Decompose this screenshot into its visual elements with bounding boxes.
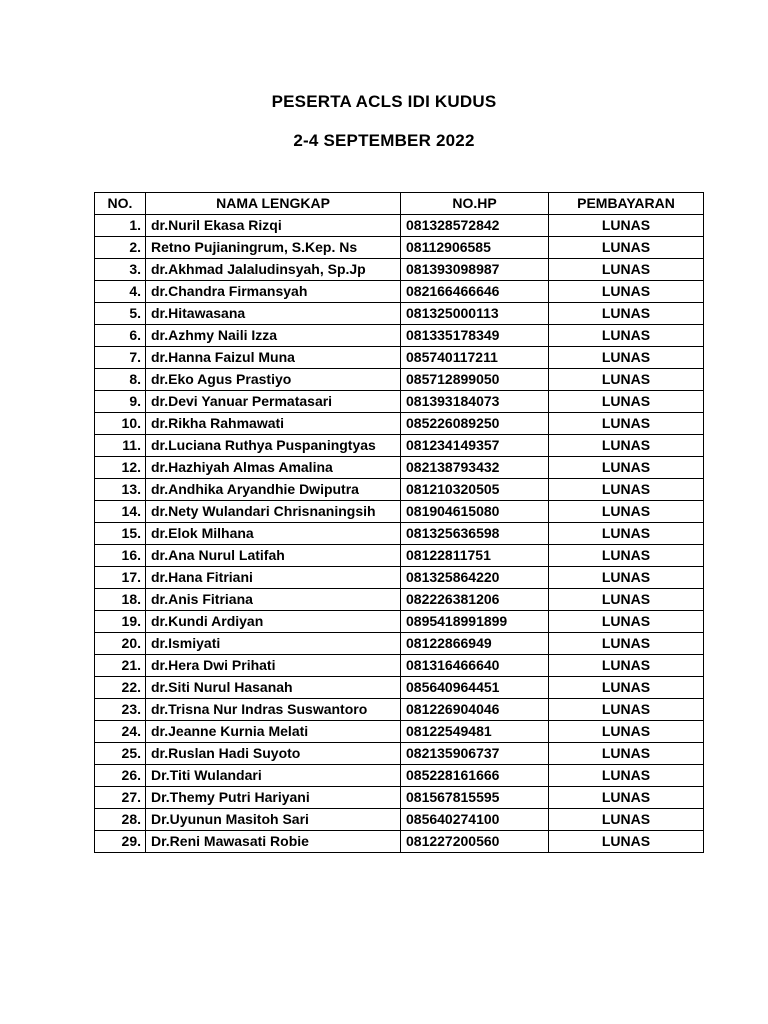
phone-number: 085740117211: [401, 347, 549, 369]
phone-number: 081325000113: [401, 303, 549, 325]
table-row: [95, 369, 704, 391]
row-number: 16.: [95, 545, 146, 567]
participant-name: dr.Hera Dwi Prihati: [146, 655, 401, 677]
table-row: [95, 589, 704, 611]
payment-status: LUNAS: [549, 831, 704, 853]
participant-name: dr.Devi Yanuar Permatasari: [146, 391, 401, 413]
row-number: 14.: [95, 501, 146, 523]
table-row: [95, 611, 704, 633]
row-number: 18.: [95, 589, 146, 611]
row-number: 17.: [95, 567, 146, 589]
payment-status: LUNAS: [549, 479, 704, 501]
phone-number: 085712899050: [401, 369, 549, 391]
header-phone: NO.HP: [401, 193, 549, 215]
payment-status: LUNAS: [549, 589, 704, 611]
participant-name: dr.Ismiyati: [146, 633, 401, 655]
phone-number: 081234149357: [401, 435, 549, 457]
row-number: 9.: [95, 391, 146, 413]
phone-number: 085228161666: [401, 765, 549, 787]
payment-status: LUNAS: [549, 655, 704, 677]
table-row: [95, 325, 704, 347]
document-date: 2-4 SEPTEMBER 2022: [293, 131, 475, 150]
row-number: 29.: [95, 831, 146, 853]
participant-name: dr.Jeanne Kurnia Melati: [146, 721, 401, 743]
table-row: [95, 545, 704, 567]
participant-name: dr.Hazhiyah Almas Amalina: [146, 457, 401, 479]
payment-status: LUNAS: [549, 699, 704, 721]
document-title: PESERTA ACLS IDI KUDUS: [271, 92, 497, 111]
participant-name: dr.Hitawasana: [146, 303, 401, 325]
table-row: [95, 765, 704, 787]
participant-name: dr.Nety Wulandari Chrisnaningsih: [146, 501, 401, 523]
table-row: [95, 633, 704, 655]
phone-number: 081227200560: [401, 831, 549, 853]
payment-status: LUNAS: [549, 259, 704, 281]
row-number: 27.: [95, 787, 146, 809]
row-number: 22.: [95, 677, 146, 699]
table-row: [95, 413, 704, 435]
phone-number: 08112906585: [401, 237, 549, 259]
participant-name: dr.Chandra Firmansyah: [146, 281, 401, 303]
phone-number: 081567815595: [401, 787, 549, 809]
table-row: [95, 391, 704, 413]
participant-name: dr.Kundi Ardiyan: [146, 611, 401, 633]
payment-status: LUNAS: [549, 633, 704, 655]
payment-status: LUNAS: [549, 765, 704, 787]
row-number: 28.: [95, 809, 146, 831]
phone-number: 081393098987: [401, 259, 549, 281]
payment-status: LUNAS: [549, 809, 704, 831]
row-number: 7.: [95, 347, 146, 369]
row-number: 21.: [95, 655, 146, 677]
payment-status: LUNAS: [549, 215, 704, 237]
table-row: [95, 655, 704, 677]
row-number: 10.: [95, 413, 146, 435]
row-number: 1.: [95, 215, 146, 237]
row-number: 20.: [95, 633, 146, 655]
row-number: 25.: [95, 743, 146, 765]
phone-number: 082226381206: [401, 589, 549, 611]
table-row: [95, 259, 704, 281]
row-number: 15.: [95, 523, 146, 545]
phone-number: 081904615080: [401, 501, 549, 523]
table-row: [95, 787, 704, 809]
phone-number: 08122549481: [401, 721, 549, 743]
phone-number: 081393184073: [401, 391, 549, 413]
payment-status: LUNAS: [549, 523, 704, 545]
phone-number: 082166466646: [401, 281, 549, 303]
table-row: [95, 677, 704, 699]
table-row: [95, 523, 704, 545]
participant-name: dr.Akhmad Jalaludinsyah, Sp.Jp: [146, 259, 401, 281]
table-row: [95, 479, 704, 501]
participant-name: dr.Luciana Ruthya Puspaningtyas: [146, 435, 401, 457]
phone-number: 081335178349: [401, 325, 549, 347]
row-number: 12.: [95, 457, 146, 479]
header-payment: PEMBAYARAN: [549, 193, 704, 215]
phone-number: 081316466640: [401, 655, 549, 677]
row-number: 23.: [95, 699, 146, 721]
participant-name: Retno Pujianingrum, S.Kep. Ns: [146, 237, 401, 259]
phone-number: 082135906737: [401, 743, 549, 765]
table-header-row: [95, 193, 704, 215]
payment-status: LUNAS: [549, 347, 704, 369]
table-row: [95, 347, 704, 369]
phone-number: 085640964451: [401, 677, 549, 699]
table-row: [95, 457, 704, 479]
participant-name: dr.Azhmy Naili Izza: [146, 325, 401, 347]
row-number: 11.: [95, 435, 146, 457]
participant-name: Dr.Reni Mawasati Robie: [146, 831, 401, 853]
payment-status: LUNAS: [549, 787, 704, 809]
phone-number: 081226904046: [401, 699, 549, 721]
header-no: NO.: [95, 193, 146, 215]
participant-name: dr.Rikha Rahmawati: [146, 413, 401, 435]
payment-status: LUNAS: [549, 369, 704, 391]
table-row: [95, 303, 704, 325]
payment-status: LUNAS: [549, 281, 704, 303]
participant-name: dr.Anis Fitriana: [146, 589, 401, 611]
payment-status: LUNAS: [549, 303, 704, 325]
table-row: [95, 281, 704, 303]
payment-status: LUNAS: [549, 677, 704, 699]
participant-name: dr.Ruslan Hadi Suyoto: [146, 743, 401, 765]
participant-name: dr.Trisna Nur Indras Suswantoro: [146, 699, 401, 721]
phone-number: 085226089250: [401, 413, 549, 435]
phone-number: 082138793432: [401, 457, 549, 479]
phone-number: 081328572842: [401, 215, 549, 237]
table-body: [95, 215, 704, 853]
participant-name: dr.Nuril Ekasa Rizqi: [146, 215, 401, 237]
payment-status: LUNAS: [549, 743, 704, 765]
payment-status: LUNAS: [549, 435, 704, 457]
participant-name: dr.Elok Milhana: [146, 523, 401, 545]
row-number: 4.: [95, 281, 146, 303]
row-number: 2.: [95, 237, 146, 259]
table-row: [95, 699, 704, 721]
participant-name: Dr.Titi Wulandari: [146, 765, 401, 787]
header-name: NAMA LENGKAP: [146, 193, 401, 215]
payment-status: LUNAS: [549, 545, 704, 567]
phone-number: 08122866949: [401, 633, 549, 655]
payment-status: LUNAS: [549, 391, 704, 413]
participant-name: dr.Eko Agus Prastiyo: [146, 369, 401, 391]
table-row: [95, 237, 704, 259]
payment-status: LUNAS: [549, 721, 704, 743]
row-number: 13.: [95, 479, 146, 501]
phone-number: 08122811751: [401, 545, 549, 567]
table-row: [95, 567, 704, 589]
row-number: 26.: [95, 765, 146, 787]
participant-name: Dr.Uyunun Masitoh Sari: [146, 809, 401, 831]
table-row: [95, 435, 704, 457]
table-row: [95, 809, 704, 831]
payment-status: LUNAS: [549, 501, 704, 523]
phone-number: 081210320505: [401, 479, 549, 501]
phone-number: 081325864220: [401, 567, 549, 589]
participant-name: dr.Hanna Faizul Muna: [146, 347, 401, 369]
table-row: [95, 501, 704, 523]
row-number: 5.: [95, 303, 146, 325]
table-row: [95, 743, 704, 765]
participant-name: dr.Andhika Aryandhie Dwiputra: [146, 479, 401, 501]
row-number: 19.: [95, 611, 146, 633]
payment-status: LUNAS: [549, 413, 704, 435]
row-number: 3.: [95, 259, 146, 281]
payment-status: LUNAS: [549, 325, 704, 347]
participant-name: dr.Hana Fitriani: [146, 567, 401, 589]
table-row: [95, 831, 704, 853]
phone-number: 081325636598: [401, 523, 549, 545]
row-number: 24.: [95, 721, 146, 743]
phone-number: 0895418991899: [401, 611, 549, 633]
table-row: [95, 215, 704, 237]
payment-status: LUNAS: [549, 567, 704, 589]
participant-name: dr.Siti Nurul Hasanah: [146, 677, 401, 699]
row-number: 8.: [95, 369, 146, 391]
row-number: 6.: [95, 325, 146, 347]
table-row: [95, 721, 704, 743]
participant-name: Dr.Themy Putri Hariyani: [146, 787, 401, 809]
phone-number: 085640274100: [401, 809, 549, 831]
payment-status: LUNAS: [549, 237, 704, 259]
payment-status: LUNAS: [549, 457, 704, 479]
participant-table: [94, 192, 704, 853]
payment-status: LUNAS: [549, 611, 704, 633]
participant-name: dr.Ana Nurul Latifah: [146, 545, 401, 567]
